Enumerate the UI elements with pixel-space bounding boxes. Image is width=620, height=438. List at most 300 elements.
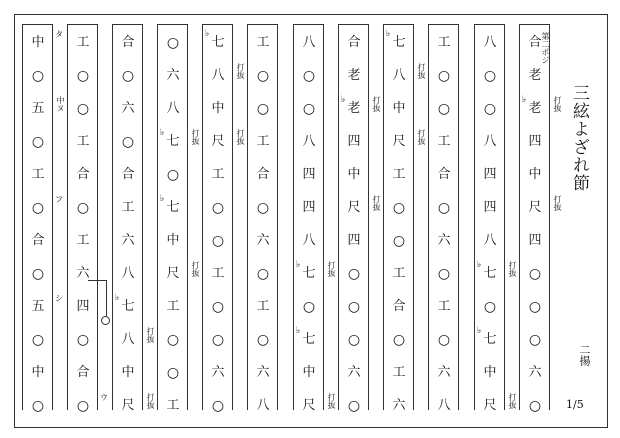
- notation-cell: [294, 59, 324, 92]
- notation-column-9: [383, 14, 427, 414]
- notation-cell: [384, 92, 414, 125]
- notation-cell: [339, 191, 369, 224]
- column-rule: [428, 24, 459, 25]
- note-mark: ○: [528, 397, 542, 414]
- note-mark: ○: [392, 331, 406, 348]
- note-mark: 七: [302, 332, 316, 347]
- note-mark: 四: [302, 167, 316, 182]
- note-mark: 四: [76, 299, 90, 314]
- notation-cell: [248, 158, 278, 191]
- notation-cell: [294, 224, 324, 257]
- note-mark: ○: [211, 298, 225, 315]
- notation-cell: [475, 26, 505, 59]
- note-mark: ○: [302, 67, 316, 84]
- notation-cell: [475, 125, 505, 158]
- note-mark: ○: [483, 298, 497, 315]
- note-mark: 七: [302, 266, 316, 281]
- note-mark: ○: [166, 331, 180, 348]
- notation-cell: [339, 92, 369, 125]
- note-mark: 工: [76, 233, 90, 248]
- notation-cell: [429, 323, 459, 356]
- notation-cell: [158, 290, 188, 323]
- notation-cell: [248, 59, 278, 92]
- note-mark: ○: [211, 232, 225, 249]
- notation-cell: [475, 257, 505, 290]
- note-mark: ○: [483, 67, 497, 84]
- notation-column-10: [428, 14, 472, 414]
- notation-column-12: [519, 14, 563, 414]
- note-mark: 工: [392, 365, 406, 380]
- notation-cell: [475, 191, 505, 224]
- technique-annotation: 打抜: [508, 393, 517, 409]
- notation-cell: [158, 323, 188, 356]
- note-mark: 工: [256, 299, 270, 314]
- notation-column-8: [338, 14, 382, 414]
- note-mark: ○: [347, 265, 361, 282]
- notation-cell: [429, 92, 459, 125]
- notation-cell: [520, 224, 550, 257]
- technique-annotation: タ: [55, 30, 63, 39]
- flat-mark: ♭: [522, 95, 527, 105]
- note-mark: 八: [302, 134, 316, 149]
- technique-annotation: 打抜: [191, 261, 200, 277]
- notation-cell: [203, 92, 233, 125]
- notation-cell: [248, 323, 278, 356]
- notation-cell: [475, 158, 505, 191]
- flat-mark: ♭: [115, 293, 120, 303]
- notation-cell: [520, 257, 550, 290]
- note-mark: 工: [166, 398, 180, 413]
- notation-cell: [248, 389, 278, 422]
- notation-cell: [23, 59, 53, 92]
- technique-annotation: ウ: [100, 393, 108, 402]
- note-mark: ○: [166, 34, 180, 51]
- note-mark: 尺: [211, 134, 225, 149]
- note-mark: 合: [528, 35, 542, 50]
- notation-cell: [23, 191, 53, 224]
- notation-cell: [158, 125, 188, 158]
- notation-cell: [113, 158, 143, 191]
- notation-cell: [203, 158, 233, 191]
- note-mark: ○: [76, 397, 90, 414]
- note-mark: ○: [211, 331, 225, 348]
- note-mark: 工: [437, 134, 451, 149]
- column-rule: [112, 24, 143, 25]
- note-mark: ○: [347, 397, 361, 414]
- notation-cell: [113, 257, 143, 290]
- note-mark: 八: [483, 134, 497, 149]
- note-mark: 七: [211, 35, 225, 50]
- notation-cell: [68, 92, 98, 125]
- note-mark: ○: [347, 331, 361, 348]
- note-mark: 尺: [528, 200, 542, 215]
- notation-cell: [158, 26, 188, 59]
- flat-mark: ♭: [160, 194, 165, 204]
- notation-cell: [429, 191, 459, 224]
- note-mark: 中: [211, 101, 225, 116]
- note-mark: ○: [166, 364, 180, 381]
- note-mark: ○: [76, 100, 90, 117]
- flat-mark: ♭: [296, 260, 301, 270]
- note-mark: ○: [256, 100, 270, 117]
- note-mark: ○: [347, 298, 361, 315]
- note-mark: 六: [76, 266, 90, 281]
- notation-cell: [248, 92, 278, 125]
- note-mark: 六: [166, 68, 180, 83]
- note-mark: 工: [256, 35, 270, 50]
- note-mark: 工: [256, 134, 270, 149]
- notation-cell: [203, 191, 233, 224]
- notation-cell: [475, 224, 505, 257]
- notation-cell: [23, 26, 53, 59]
- note-mark: 合: [256, 167, 270, 182]
- notation-cell: [520, 158, 550, 191]
- notation-cell: [23, 356, 53, 389]
- notation-cell: [475, 290, 505, 323]
- notation-cell: [248, 125, 278, 158]
- note-mark: 四: [483, 167, 497, 182]
- note-mark: 工: [76, 134, 90, 149]
- notation-cell: [339, 290, 369, 323]
- technique-annotation: フ: [55, 195, 63, 204]
- notation-cell: [294, 356, 324, 389]
- note-mark: 八: [121, 332, 135, 347]
- notation-column-5: [202, 14, 246, 414]
- note-mark: 尺: [121, 398, 135, 413]
- column-rule: [474, 24, 505, 25]
- notation-cell: [339, 389, 369, 422]
- note-mark: 七: [483, 266, 497, 281]
- note-mark: 工: [392, 167, 406, 182]
- technique-annotation: 打抜: [236, 129, 245, 145]
- note-mark: 中: [302, 365, 316, 380]
- notation-cell: [384, 224, 414, 257]
- technique-annotation: 中ヌ: [56, 96, 65, 112]
- notation-cell: [294, 290, 324, 323]
- notation-cell: [339, 26, 369, 59]
- note-mark: ○: [437, 67, 451, 84]
- note-mark: 四: [528, 134, 542, 149]
- note-mark: 老: [528, 101, 542, 116]
- notation-cell: [203, 59, 233, 92]
- note-mark: 四: [347, 134, 361, 149]
- notation-cell: [68, 224, 98, 257]
- note-mark: 尺: [166, 266, 180, 281]
- note-mark: 合: [31, 233, 45, 248]
- note-mark: 八: [302, 35, 316, 50]
- notation-cell: [68, 26, 98, 59]
- notation-cell: [68, 389, 98, 422]
- notation-cell: [203, 257, 233, 290]
- notation-column-3: [112, 14, 156, 414]
- notation-cell: [23, 158, 53, 191]
- note-mark: ○: [31, 133, 45, 150]
- column-rule: [519, 24, 550, 25]
- notation-cell: [294, 257, 324, 290]
- notation-cell: [113, 323, 143, 356]
- notation-cell: [384, 389, 414, 422]
- notation-cell: [113, 26, 143, 59]
- note-mark: ○: [437, 265, 451, 282]
- notation-cell: [475, 92, 505, 125]
- tuning-label: 二揚: [578, 344, 591, 366]
- notation-column-4: [157, 14, 201, 414]
- note-mark: ○: [31, 331, 45, 348]
- note-mark: 工: [121, 200, 135, 215]
- notation-cell: [158, 224, 188, 257]
- notation-cell: [248, 191, 278, 224]
- notation-cell: [475, 389, 505, 422]
- note-mark: 合: [347, 35, 361, 50]
- notation-cell: [113, 356, 143, 389]
- note-mark: 七: [166, 200, 180, 215]
- note-mark: ○: [256, 199, 270, 216]
- note-mark: 工: [166, 299, 180, 314]
- note-mark: ○: [31, 67, 45, 84]
- notation-cell: [294, 389, 324, 422]
- note-mark: ○: [528, 265, 542, 282]
- notation-cell: [113, 290, 143, 323]
- notation-cell: [475, 323, 505, 356]
- note-mark: 八: [483, 233, 497, 248]
- notation-cell: [68, 59, 98, 92]
- note-mark: 中: [483, 365, 497, 380]
- note-mark: ○: [392, 232, 406, 249]
- notation-cell: [520, 323, 550, 356]
- notation-cell: [339, 158, 369, 191]
- flat-mark: ♭: [386, 29, 391, 39]
- note-mark: 六: [121, 101, 135, 116]
- notation-cell: [158, 389, 188, 422]
- notation-cell: [68, 290, 98, 323]
- notation-cell: [520, 26, 550, 59]
- note-mark: 八: [483, 35, 497, 50]
- notation-cell: [113, 389, 143, 422]
- notation-cell: [520, 92, 550, 125]
- flat-mark: ♭: [477, 260, 482, 270]
- note-mark: 六: [528, 365, 542, 380]
- notation-cell: [23, 323, 53, 356]
- note-mark: 合: [437, 167, 451, 182]
- note-mark: 五: [31, 101, 45, 116]
- note-mark: 合: [76, 365, 90, 380]
- note-mark: 尺: [347, 200, 361, 215]
- notation-cell: [248, 26, 278, 59]
- notation-cell: [68, 323, 98, 356]
- note-mark: 四: [483, 200, 497, 215]
- notation-cell: [68, 257, 98, 290]
- note-mark: ○: [211, 397, 225, 414]
- note-mark: 八: [121, 266, 135, 281]
- technique-annotation: 打抜: [508, 261, 517, 277]
- notation-cell: [248, 290, 278, 323]
- notation-cell: [339, 257, 369, 290]
- note-mark: ○: [392, 199, 406, 216]
- notation-cell: [475, 356, 505, 389]
- notation-cell: [158, 158, 188, 191]
- notation-cell: [158, 257, 188, 290]
- notation-cell: [384, 158, 414, 191]
- notation-cell: [339, 59, 369, 92]
- notation-cell: [520, 59, 550, 92]
- notation-cell: [520, 290, 550, 323]
- notation-cell: [429, 389, 459, 422]
- note-mark: ○: [256, 265, 270, 282]
- note-mark: 工: [31, 167, 45, 182]
- note-mark: ○: [528, 298, 542, 315]
- note-mark: 尺: [302, 398, 316, 413]
- note-mark: ○: [31, 199, 45, 216]
- technique-annotation: 打抜: [327, 393, 336, 409]
- note-mark: 中: [392, 101, 406, 116]
- notation-cell: [23, 389, 53, 422]
- note-mark: 六: [347, 365, 361, 380]
- note-mark: 七: [166, 134, 180, 149]
- notation-cell: [520, 356, 550, 389]
- note-mark: ○: [528, 331, 542, 348]
- flat-mark: ♭: [477, 326, 482, 336]
- notation-cell: [294, 125, 324, 158]
- notation-cell: [294, 158, 324, 191]
- notation-cell: [203, 290, 233, 323]
- flat-mark: ♭: [341, 95, 346, 105]
- notation-cell: [429, 356, 459, 389]
- notation-cell: [23, 290, 53, 323]
- notation-cell: [520, 125, 550, 158]
- note-mark: ○: [121, 133, 135, 150]
- notation-cell: [339, 125, 369, 158]
- column-rule: [383, 24, 414, 25]
- notation-cell: [158, 356, 188, 389]
- notation-column-1: [22, 14, 66, 414]
- note-mark: 尺: [483, 398, 497, 413]
- notation-cell: [203, 356, 233, 389]
- notation-cell: [339, 323, 369, 356]
- note-mark: ○: [437, 100, 451, 117]
- notation-cell: [203, 26, 233, 59]
- note-mark: 八: [437, 398, 451, 413]
- technique-annotation: 打抜: [553, 96, 562, 112]
- notation-cell: [158, 59, 188, 92]
- note-mark: 工: [211, 266, 225, 281]
- note-mark: 中: [528, 167, 542, 182]
- note-mark: ○: [76, 331, 90, 348]
- notation-cell: [248, 257, 278, 290]
- note-mark: 合: [76, 167, 90, 182]
- notation-cell: [23, 125, 53, 158]
- note-mark: ○: [211, 199, 225, 216]
- notation-cell: [384, 191, 414, 224]
- note-mark: 中: [121, 365, 135, 380]
- technique-annotation: 打抜: [191, 129, 200, 145]
- notation-cell: [23, 224, 53, 257]
- page-title: 三絃よざれ節: [569, 84, 589, 192]
- notation-column-6: [247, 14, 291, 414]
- note-mark: ○: [302, 100, 316, 117]
- flat-mark: ♭: [160, 128, 165, 138]
- notation-cell: [294, 323, 324, 356]
- notation-cell: [248, 224, 278, 257]
- notation-column-2: [67, 14, 111, 414]
- notation-cell: [68, 158, 98, 191]
- notation-cell: [203, 389, 233, 422]
- note-mark: 六: [211, 365, 225, 380]
- column-rule: [293, 24, 324, 25]
- notation-cell: [113, 125, 143, 158]
- note-mark: ○: [76, 67, 90, 84]
- notation-cell: [294, 26, 324, 59]
- notation-cell: [203, 224, 233, 257]
- note-mark: 合: [121, 35, 135, 50]
- note-mark: 工: [211, 167, 225, 182]
- note-mark: ○: [302, 298, 316, 315]
- notation-cell: [429, 26, 459, 59]
- notation-cell: [248, 356, 278, 389]
- note-mark: 六: [256, 365, 270, 380]
- notation-cell: [475, 59, 505, 92]
- note-mark: 工: [76, 35, 90, 50]
- column-rule: [67, 24, 98, 25]
- note-mark: 四: [302, 200, 316, 215]
- notation-cell: [384, 323, 414, 356]
- notation-cell: [339, 356, 369, 389]
- note-mark: ○: [437, 199, 451, 216]
- note-mark: ○: [31, 397, 45, 414]
- notation-cell: [384, 290, 414, 323]
- note-mark: 八: [256, 398, 270, 413]
- technique-annotation: 打抜: [372, 195, 381, 211]
- technique-annotation: シ: [55, 294, 63, 303]
- note-mark: ○: [76, 199, 90, 216]
- notation-column-7: [293, 14, 337, 414]
- note-mark: 七: [483, 332, 497, 347]
- technique-annotation: 打抜: [417, 63, 426, 79]
- note-mark: ○: [256, 67, 270, 84]
- note-mark: ○: [483, 100, 497, 117]
- note-mark: 老: [528, 68, 542, 83]
- note-mark: 中: [31, 365, 45, 380]
- notation-cell: [113, 59, 143, 92]
- note-mark: ○: [256, 331, 270, 348]
- notation-cell: [520, 191, 550, 224]
- note-mark: 四: [347, 233, 361, 248]
- note-mark: ○: [437, 331, 451, 348]
- notation-cell: [429, 158, 459, 191]
- note-mark: ○: [121, 67, 135, 84]
- note-mark: 尺: [392, 134, 406, 149]
- note-mark: 六: [437, 365, 451, 380]
- flat-mark: ♭: [296, 326, 301, 336]
- note-mark: 中: [166, 233, 180, 248]
- notation-cell: [158, 92, 188, 125]
- notation-cell: [294, 92, 324, 125]
- note-mark: 工: [437, 299, 451, 314]
- note-mark: 五: [31, 299, 45, 314]
- notation-cell: [23, 92, 53, 125]
- note-mark: 八: [211, 68, 225, 83]
- note-mark: 七: [121, 299, 135, 314]
- notation-cell: [429, 257, 459, 290]
- notation-cell: [68, 125, 98, 158]
- technique-annotation: 打抜: [327, 261, 336, 277]
- note-mark: 四: [528, 233, 542, 248]
- note-mark: 八: [392, 68, 406, 83]
- notation-cell: [429, 125, 459, 158]
- note-mark: 六: [437, 233, 451, 248]
- notation-cell: [68, 191, 98, 224]
- note-mark: 八: [166, 101, 180, 116]
- notation-cell: [384, 356, 414, 389]
